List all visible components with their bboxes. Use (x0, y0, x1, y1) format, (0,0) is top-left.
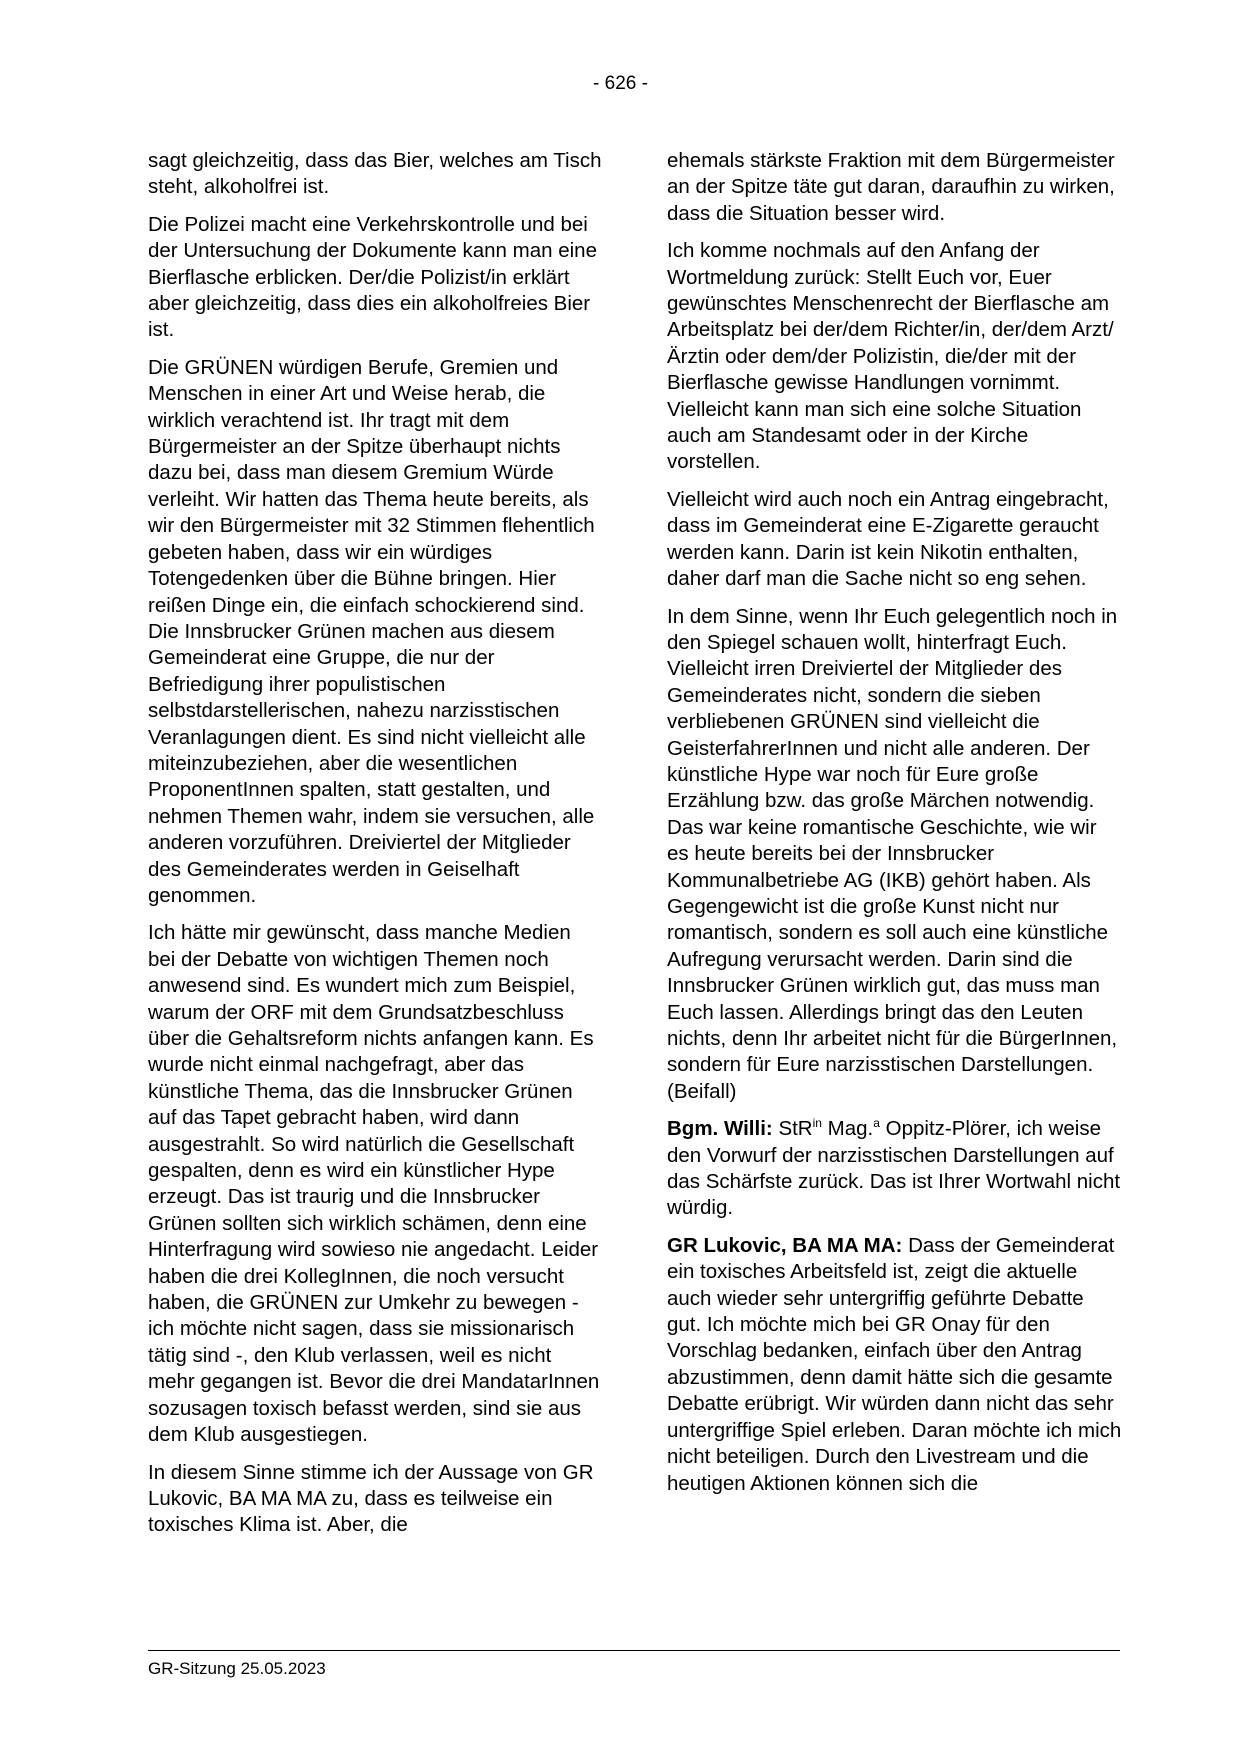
paragraph: In diesem Sinne stimme ich der Aussage von GR Lukovic, BA MA MA zu, dass es teilweise ein toxisches Klima ist. Aber, die (148, 1460, 594, 1537)
paragraph: ehemals stärkste Fraktion mit dem Bürgermeister an der Spitze täte gut daran, daraufhin zu wirken, dass die Situation besser wird. (667, 149, 1115, 225)
left-column (148, 148, 603, 1550)
speech-paragraph (667, 1116, 1122, 1222)
speech-text: Dass der Gemeinderat ein toxisches Arbeitsfeld ist, zeigt die aktuelle auch wieder sehr untergriffig geführte Debatte gut. Ich möchte mich bei GR Onay für den Vorschlag bedanken, einfach über den Antrag abzustimmen, denn damit hätte sich die gesamte Debatte erübrigt. Wir würden dann nicht das sehr untergriffige Spiel erleben. Daran möchte ich mich nicht beteiligen. Durch den Livestream und die heutigen Aktionen können sich die (667, 1233, 1122, 1495)
paragraph: sagt gleichzeitig, dass das Bier, welches am Tisch steht, alkoholfrei ist. (148, 149, 602, 199)
degree-superscript: a (873, 1116, 880, 1131)
paragraph: In dem Sinne, wenn Ihr Euch gelegentlich noch in den Spiegel schauen wollt, hinterfragt Euch. Vielleicht irren Dreiviertel der Mitglieder des Gemeinderates nicht, sondern die sieben verbliebenen GRÜNEN sind vielleicht die GeisterfahrerInnen und nicht alle anderen. Der künstliche Hype war noch für Eure große Erzählung bzw. das große Märchen notwendig. Das war keine romantische Geschichte, wie wir es heute bereits bei der Innsbrucker Kommunalbetriebe AG (IKB) gehört haben. Als Gegengewicht ist die große Kunst nicht nur romantisch, sondern es soll auch eine künstliche Aufregung verursacht werden. Darin sind die Innsbrucker Grünen wirklich gut, das muss man Euch lassen. Allerdings bringt das den Leuten nichts, denn Ihr arbeitet nicht für die BürgerInnen, sondern für Eure narzisstischen Darstellungen. (Beifall) (667, 604, 1118, 1103)
footer-divider (148, 1650, 1120, 1651)
paragraph: Die GRÜNEN würdigen Berufe, Gremien und Menschen in einer Art und Weise herab, die wirklich verachtend ist. Ihr tragt mit dem Bürgermeister an der Spitze überhaupt nichts dazu bei, dass man diesem Gremium Würde verleiht. Wir hatten das Thema heute bereits, als wir den Bürgermeister mit 32 Stimmen flehentlich gebeten haben, dass wir ein würdiges Totengedenken über die Bühne bringen. Hier reißen Dinge ein, die einfach schockierend sind. Die Innsbrucker Grünen machen aus diesem Gemeinderat eine Gruppe, die nur der Befriedigung ihrer populistischen selbstdarstellerischen, nahezu narzisstischen Veranlagungen dient. Es sind nicht vielleicht alle miteinzubeziehen, aber die wesentlichen ProponentInnen spalten, statt gestalten, und nehmen Themen wahr, indem sie versuchen, alle anderen vorzuführen. Dreiviertel der Mitglieder des Gemeinderates werden in Geiselhaft genommen. (148, 355, 595, 907)
paragraph: Vielleicht wird auch noch ein Antrag eingebracht, dass im Gemeinderat eine E-Zigarette geraucht werden kann. Darin ist kein Nikotin enthalten, daher darf man die Sache nicht so eng sehen. (667, 487, 1109, 591)
paragraph: Ich hätte mir gewünscht, dass manche Medien bei der Debatte von wichtigen Themen noch anwesend sind. Es wundert mich zum Beispiel, warum der ORF mit dem Grundsatzbeschluss über die Gehaltsreform nichts anfangen kann. Es wurde nicht einmal nachgefragt, aber das künstliche Thema, das die Innsbrucker Grünen auf das Tapet gebracht haben, wird dann ausgestrahlt. So wird natürlich die Gesellschaft gespalten, denn es wird ein künstlicher Hype erzeugt. Das ist traurig und die Innsbrucker Grünen sollten sich wirklich schämen, denn eine Hinterfragung wird sowieso nie angedacht. Leider haben die drei KollegInnen, die noch versucht haben, die GRÜNEN zur Umkehr zu bewegen - ich möchte nicht sagen, dass sie missionarisch tätig sind -, den Klub verlassen, weil es nicht mehr gegangen ist. Bevor die drei MandatarInnen sozusagen toxisch befasst werden, sind sie aus dem Klub ausgestiegen. (148, 921, 600, 1447)
title-abbreviation: StR (778, 1117, 813, 1141)
paragraph: Die Polizei macht eine Verkehrskontrolle und bei der Untersuchung der Dokumente kann man eine Bierflasche erblicken. Der/die Polizist/in erklärt aber gleichzeitig, dass dies ein alkoholfreies Bier ist. (148, 212, 597, 342)
paragraph: Ich komme nochmals auf den Anfang der Wortmeldung zurück: Stellt Euch vor, Euer gewünschtes Menschenrecht der Bierflasche am Arbeitsplatz bei der/dem Richter/in, der/dem Arzt/Ärztin oder dem/der Polizistin, die/der mit der Bierflasche gewisse Handlungen vornimmt. Vielleicht kann man sich eine solche Situation auch am Standesamt oder in der Kirche vorstellen. (667, 239, 1114, 474)
title-superscript: in (812, 1116, 822, 1131)
right-column (667, 148, 1122, 1508)
speech-paragraph (667, 1233, 1122, 1497)
page-number: - 626 - (593, 73, 648, 94)
speech-text: Oppitz-Plörer, ich weise den Vorwurf der narzisstischen Darstellungen auf das Schärfste zurück. Das ist Ihrer Wortwahl nicht würdig. (667, 1117, 1121, 1220)
degree-abbreviation: Mag. (827, 1117, 874, 1141)
footer-session-date: GR-Sitzung 25.05.2023 (148, 1659, 326, 1678)
speaker-name: GR Lukovic, BA MA MA: (667, 1233, 903, 1257)
speaker-name: Bgm. Willi: (667, 1117, 773, 1141)
